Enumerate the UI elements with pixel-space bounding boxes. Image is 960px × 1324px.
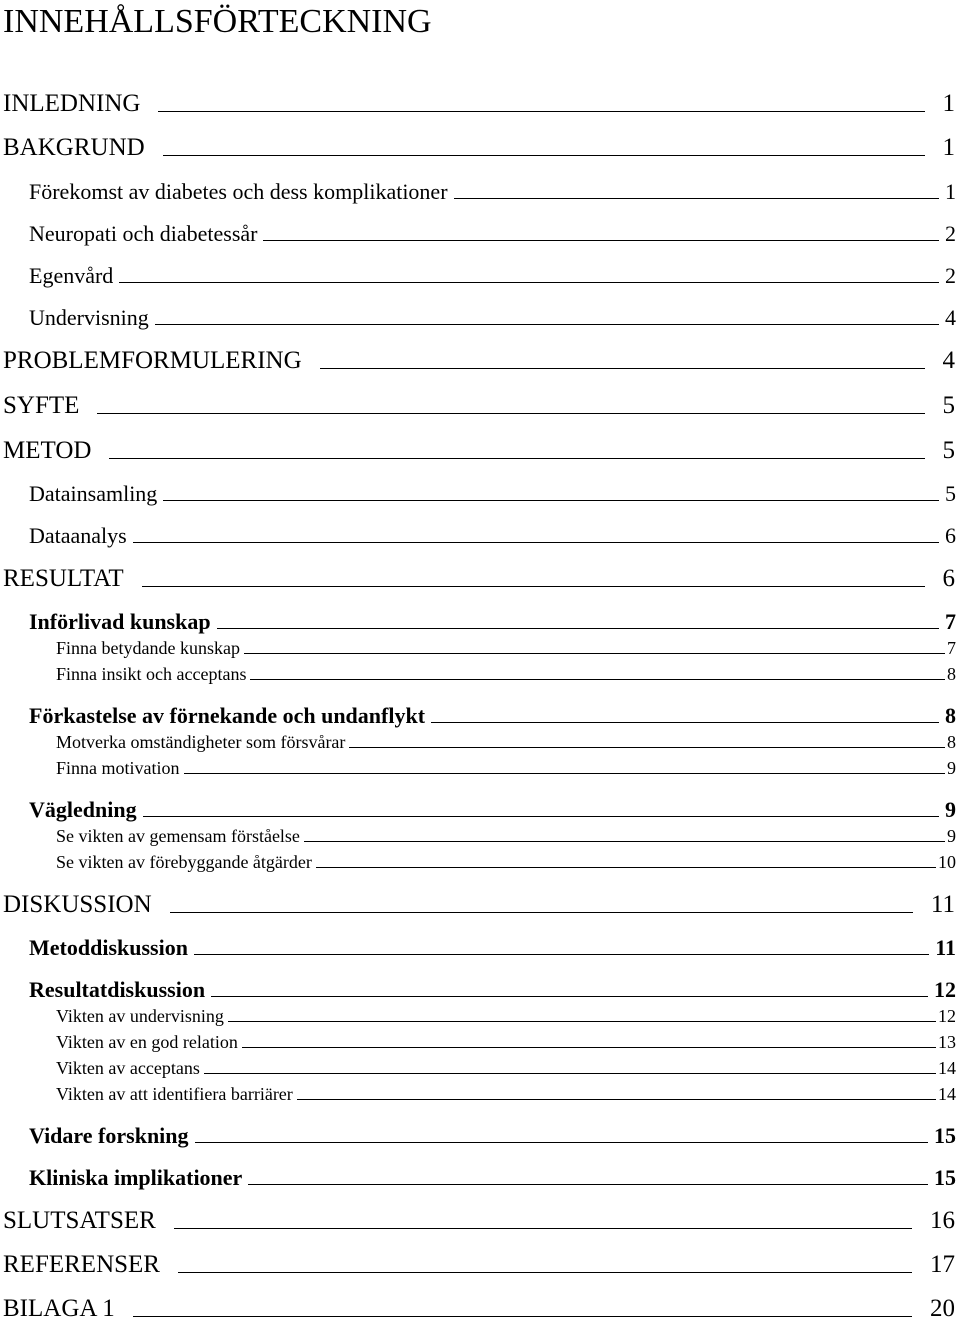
toc-entry-title: Resultatdiskussion — [29, 977, 206, 1002]
toc-entry-title: Dataanalys — [29, 523, 127, 548]
toc-entry-bakgrund[interactable] — [3, 133, 955, 163]
toc-entry-finna-motivation[interactable] — [56, 757, 956, 779]
toc-entry-title: Se vikten av förebyggande åtgärder — [56, 852, 312, 872]
toc-entry-title: RESULTAT — [3, 565, 124, 592]
toc-entry-kliniska-implikationer[interactable] — [29, 1164, 956, 1191]
toc-entry-title: Vidare forskning — [29, 1123, 189, 1148]
toc-entry-title: Vikten av en god relation — [56, 1032, 238, 1052]
toc-leader — [217, 628, 939, 629]
toc-entry-title: Förekomst av diabetes och dess komplikationer — [29, 179, 448, 204]
toc-entry-inledning[interactable] — [3, 89, 955, 119]
toc-entry-neuropati[interactable] — [29, 220, 956, 247]
toc-page-number: 2 — [945, 221, 956, 246]
toc-leader — [142, 586, 925, 587]
toc-entry-undervisning[interactable] — [29, 304, 956, 331]
toc-entry-title: Finna motivation — [56, 758, 180, 778]
toc-leader — [155, 324, 939, 325]
toc-leader — [184, 773, 946, 774]
toc-leader — [133, 1316, 912, 1317]
toc-leader — [163, 500, 939, 501]
toc-leader — [174, 1228, 912, 1229]
toc-entry-inforlivad-kunskap[interactable] — [29, 608, 956, 635]
toc-entry-title: Motverka omständigheter som försvårar — [56, 732, 346, 752]
toc-entry-metoddiskussion[interactable] — [29, 934, 956, 961]
toc-entry-forebyggande-atgarder[interactable] — [56, 851, 956, 873]
toc-entry-vikten-acceptans[interactable] — [56, 1057, 956, 1079]
toc-leader — [320, 368, 925, 369]
page-title: INNEHÅLLSFÖRTECKNING — [3, 3, 432, 40]
toc-entry-title: SLUTSATSER — [3, 1207, 156, 1234]
toc-page-number: 15 — [934, 1165, 956, 1190]
toc-page-number: 7 — [945, 609, 956, 634]
toc-entry-metod[interactable] — [3, 436, 955, 466]
toc-page-number: 14 — [938, 1084, 956, 1104]
toc-entry-title: Finna insikt och acceptans — [56, 664, 247, 684]
toc-page-number: 8 — [947, 664, 956, 684]
toc-leader — [242, 1047, 936, 1048]
toc-entry-title: METOD — [3, 437, 92, 464]
toc-leader — [304, 841, 945, 842]
toc-leader — [431, 722, 939, 723]
toc-page-number: 2 — [945, 263, 956, 288]
toc-leader — [143, 816, 939, 817]
toc-entry-title: Kliniska implikationer — [29, 1165, 243, 1190]
toc-page-number: 7 — [947, 638, 956, 658]
toc-leader — [349, 747, 945, 748]
toc-entry-forkastelse[interactable] — [29, 702, 956, 729]
toc-page-number: 8 — [945, 703, 956, 728]
toc-entry-bilaga-1[interactable] — [3, 1294, 955, 1324]
toc-entry-title: Neuropati och diabetessår — [29, 221, 258, 246]
toc-leader — [228, 1021, 936, 1022]
toc-leader — [204, 1073, 936, 1074]
toc-entry-title: Egenvård — [29, 263, 114, 288]
toc-page-number: 12 — [938, 1006, 956, 1026]
toc-entry-title: REFERENSER — [3, 1251, 160, 1278]
toc-entry-resultatdiskussion[interactable] — [29, 976, 956, 1003]
toc-leader — [158, 111, 924, 112]
toc-leader — [133, 542, 939, 543]
toc-page-number: 16 — [930, 1207, 955, 1234]
toc-entry-egenvard[interactable] — [29, 262, 956, 289]
toc-entry-slutsatser[interactable] — [3, 1206, 955, 1236]
toc-page-number: 9 — [947, 826, 956, 846]
toc-entry-referenser[interactable] — [3, 1250, 955, 1280]
toc-entry-title: Införlivad kunskap — [29, 609, 211, 634]
toc-entry-syfte[interactable] — [3, 391, 955, 421]
toc-page-number: 11 — [935, 935, 956, 960]
toc-entry-title: Undervisning — [29, 305, 149, 330]
toc-page-number: 5 — [945, 481, 956, 506]
toc-entry-resultat[interactable] — [3, 564, 955, 594]
toc-entry-title: Finna betydande kunskap — [56, 638, 240, 658]
toc-leader — [316, 867, 936, 868]
toc-leader — [194, 954, 929, 955]
toc-entry-title: Förkastelse av förnekande och undanflykt — [29, 703, 426, 728]
toc-entry-motverka[interactable] — [56, 731, 956, 753]
toc-entry-title: Datainsamling — [29, 481, 158, 506]
toc-page-number: 1 — [942, 134, 955, 161]
toc-entry-title: PROBLEMFORMULERING — [3, 347, 302, 374]
toc-page-number: 11 — [930, 891, 955, 918]
toc-entry-vikten-undervisning[interactable] — [56, 1005, 956, 1027]
toc-entry-title: Vikten av att identifiera barriärer — [56, 1084, 293, 1104]
toc-entry-finna-insikt[interactable] — [56, 663, 956, 685]
toc-page-number: 17 — [930, 1251, 955, 1278]
toc-leader — [119, 282, 939, 283]
toc-entry-title: Vikten av acceptans — [56, 1058, 200, 1078]
toc-page-number: 6 — [945, 523, 956, 548]
toc-entry-vagledning[interactable] — [29, 796, 956, 823]
toc-leader — [195, 1142, 928, 1143]
toc-leader — [297, 1099, 936, 1100]
toc-entry-title: Se vikten av gemensam förståelse — [56, 826, 300, 846]
toc-page-number: 13 — [938, 1032, 956, 1052]
toc-page-number: 1 — [945, 179, 956, 204]
toc-page-number: 6 — [942, 565, 955, 592]
toc-entry-vikten-relation[interactable] — [56, 1031, 956, 1053]
toc-page-number: 1 — [942, 90, 955, 117]
toc-page-number: 12 — [934, 977, 956, 1002]
toc-page-number: 20 — [930, 1295, 955, 1322]
toc-entry-problemformulering[interactable] — [3, 346, 955, 376]
toc-entry-title: Metoddiskussion — [29, 935, 188, 960]
toc-page-number: 15 — [934, 1123, 956, 1148]
toc-entry-title: SYFTE — [3, 392, 80, 419]
toc-page-number: 14 — [938, 1058, 956, 1078]
toc-entry-finna-betydande-kunskap[interactable] — [56, 637, 956, 659]
toc-page-number: 8 — [947, 732, 956, 752]
toc-entry-vidare-forskning[interactable] — [29, 1122, 956, 1149]
toc-leader — [250, 679, 945, 680]
toc-entry-datainsamling[interactable] — [29, 480, 956, 507]
toc-entry-gemensam-forstaelse[interactable] — [56, 825, 956, 847]
toc-page-number: 4 — [945, 305, 956, 330]
toc-entry-title: Vägledning — [29, 797, 137, 822]
toc-page-number: 5 — [942, 437, 955, 464]
toc-page-number: 5 — [942, 392, 955, 419]
toc-entry-diskussion[interactable] — [3, 890, 955, 920]
toc-entry-title: DISKUSSION — [3, 891, 152, 918]
toc-leader — [248, 1184, 928, 1185]
toc-entry-vikten-barriarer[interactable] — [56, 1083, 956, 1105]
toc-leader — [244, 653, 945, 654]
toc-leader — [163, 155, 925, 156]
toc-entry-title: INLEDNING — [3, 90, 141, 117]
toc-page-number: 10 — [938, 852, 956, 872]
toc-entry-title: Vikten av undervisning — [56, 1006, 224, 1026]
toc-leader — [170, 912, 913, 913]
toc-leader — [97, 413, 924, 414]
toc-leader — [211, 996, 928, 997]
toc-leader — [178, 1272, 912, 1273]
toc-leader — [454, 198, 939, 199]
toc-page-number: 4 — [942, 347, 955, 374]
toc-entry-dataanalys[interactable] — [29, 522, 956, 549]
toc-entry-title: BILAGA 1 — [3, 1295, 115, 1322]
toc-leader — [109, 458, 924, 459]
toc-leader — [263, 240, 939, 241]
toc-page-number: 9 — [947, 758, 956, 778]
toc-entry-forekomst[interactable] — [29, 178, 956, 205]
toc-page-number: 9 — [945, 797, 956, 822]
toc-entry-title: BAKGRUND — [3, 134, 145, 161]
